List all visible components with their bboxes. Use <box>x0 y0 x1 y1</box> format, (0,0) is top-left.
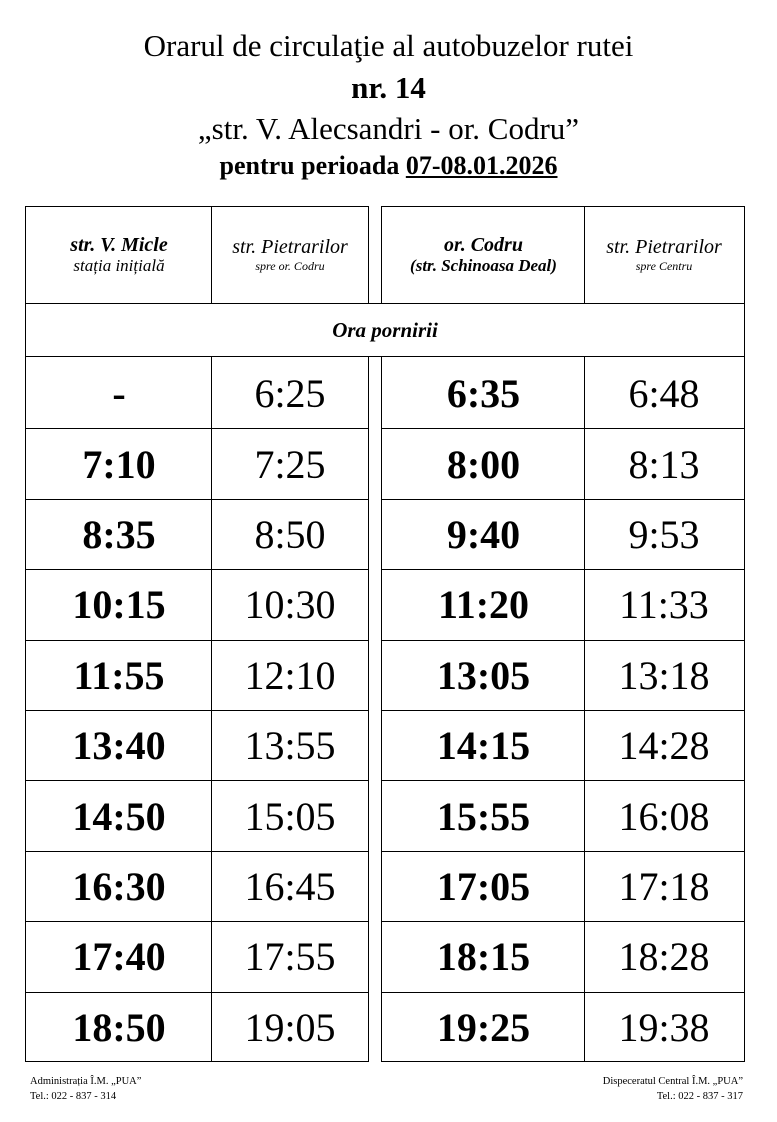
intermediate-time: 10:30 <box>244 582 336 628</box>
schedule-title: Orarul de circulaţie al autobuzelor rutei <box>143 28 634 63</box>
departure-time: 18:50 <box>72 1004 166 1050</box>
departure-time: 18:15 <box>436 934 531 980</box>
table-row <box>382 710 744 780</box>
intermediate-time: 9:53 <box>628 511 700 557</box>
departure-time: 19:25 <box>436 1004 531 1050</box>
table-row <box>382 640 744 710</box>
departure-time: 10:15 <box>72 582 166 628</box>
column-header-pietrarilor-to-centru <box>585 207 743 303</box>
column-title: str. V. Micle <box>70 234 168 256</box>
column-header-pietrarilor-to-codru <box>212 207 368 303</box>
departure-time: 13:05 <box>436 652 531 698</box>
table-row <box>26 851 368 921</box>
route-number: nr. 14 <box>351 70 426 105</box>
intermediate-time: 11:33 <box>619 582 709 628</box>
intermediate-time: 13:55 <box>244 723 336 769</box>
departure-time: 7:10 <box>82 441 156 487</box>
departure-time-band: Ora pornirii <box>25 303 745 357</box>
column-title: or. Codru <box>444 234 523 256</box>
intermediate-time: 16:45 <box>244 863 336 909</box>
intermediate-time: 17:55 <box>244 934 336 980</box>
table-row <box>382 992 744 1062</box>
footer-administration <box>30 1074 141 1104</box>
footer-admin-phone: Tel.: 022 - 837 - 314 <box>30 1091 117 1102</box>
footer-dispatch-name: Dispeceratul Central Î.M. „PUA” <box>602 1076 743 1087</box>
footer-admin-name: Administrația Î.M. „PUA” <box>30 1076 142 1087</box>
table-row <box>26 358 368 428</box>
table-row <box>26 992 368 1062</box>
intermediate-time: 14:28 <box>618 723 710 769</box>
table-row <box>26 710 368 780</box>
column-subtitle: stația inițială <box>73 256 165 275</box>
period-line <box>0 151 777 181</box>
table-row <box>26 780 368 850</box>
intermediate-time: 17:18 <box>618 863 710 909</box>
table-row <box>382 921 744 991</box>
intermediate-time: 7:25 <box>254 441 326 487</box>
table-row <box>26 569 368 639</box>
table-row <box>382 569 744 639</box>
departure-time: 13:40 <box>72 723 166 769</box>
rows-inbound <box>382 358 744 1062</box>
intermediate-time: 19:05 <box>244 1004 336 1050</box>
departure-time: 8:35 <box>82 511 156 557</box>
intermediate-time: 15:05 <box>244 793 336 839</box>
departure-time: 14:15 <box>436 723 531 769</box>
footer-dispatch <box>603 1074 743 1104</box>
departure-time: 17:40 <box>72 934 166 980</box>
table-header-outbound <box>26 207 368 305</box>
column-title: str. Pietrarilor <box>606 236 722 258</box>
table-row <box>26 428 368 498</box>
departure-time: 8:00 <box>446 441 521 487</box>
departure-time: - <box>112 370 126 416</box>
column-subtitle: (str. Schinoasa Deal) <box>410 256 557 275</box>
footer-dispatch-phone: Tel.: 022 - 837 - 317 <box>656 1091 743 1102</box>
departure-time: 6:35 <box>446 370 521 416</box>
column-header-v-micle <box>26 207 212 303</box>
intermediate-time: 19:38 <box>618 1004 710 1050</box>
departure-time: 17:05 <box>436 863 531 909</box>
column-subtitle: spre Centru <box>635 259 693 273</box>
intermediate-time: 12:10 <box>244 652 336 698</box>
intermediate-time: 6:25 <box>254 370 326 416</box>
table-row <box>26 499 368 569</box>
period-date: 07-08.01.2026 <box>405 151 558 180</box>
column-header-codru <box>382 207 585 303</box>
table-header-inbound <box>382 207 744 305</box>
table-row <box>382 780 744 850</box>
departure-time: 14:50 <box>72 793 166 839</box>
route-name: „str. V. Alecsandri - or. Codru” <box>197 111 580 146</box>
departure-time: 15:55 <box>436 793 531 839</box>
rows-outbound <box>26 358 368 1062</box>
period-label: pentru perioada <box>219 151 406 180</box>
intermediate-time: 8:50 <box>254 511 326 557</box>
table-row <box>382 499 744 569</box>
table-row <box>382 428 744 498</box>
intermediate-time: 6:48 <box>628 370 700 416</box>
table-row <box>26 640 368 710</box>
intermediate-time: 18:28 <box>618 934 710 980</box>
table-row <box>382 851 744 921</box>
departure-time: 16:30 <box>72 863 166 909</box>
departure-time: 11:20 <box>437 582 530 628</box>
intermediate-time: 13:18 <box>618 652 710 698</box>
column-subtitle: spre or. Codru <box>255 259 325 273</box>
intermediate-time: 16:08 <box>618 793 710 839</box>
table-row <box>382 358 744 428</box>
table-row <box>26 921 368 991</box>
departure-time: 11:55 <box>73 652 165 698</box>
column-title: str. Pietrarilor <box>232 236 348 258</box>
intermediate-time: 8:13 <box>628 441 700 487</box>
departure-time: 9:40 <box>446 511 521 557</box>
